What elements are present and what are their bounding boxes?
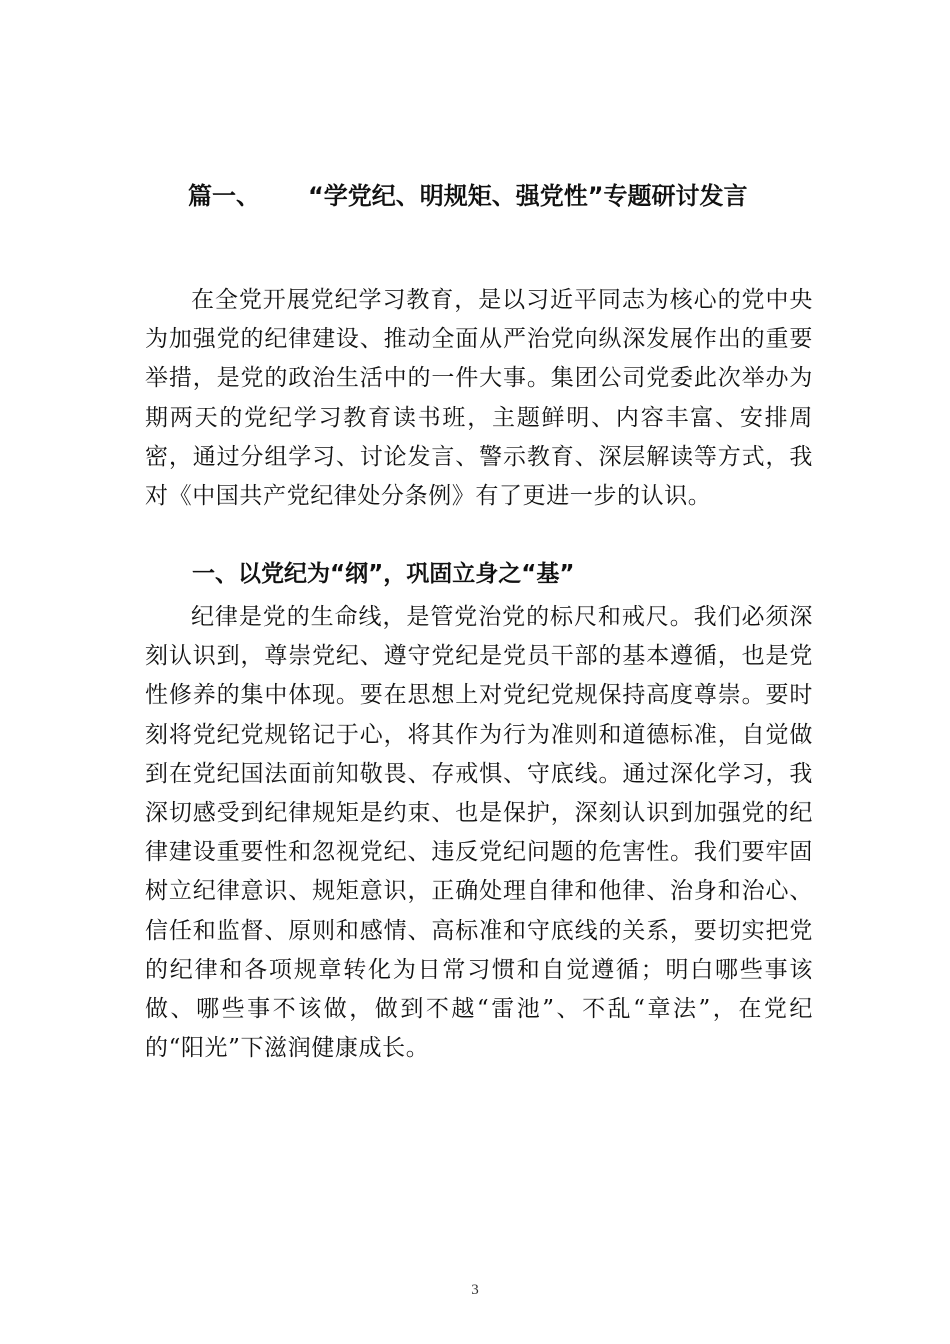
page-number: 3 [471, 1282, 479, 1298]
intro-paragraph: 在全党开展党纪学习教育，是以习近平同志为核心的党中央为加强党的纪律建设、推动全面从严治党向纵深发展作出的重要举措，是党的政治生活中的一件大事。集团公司党委此次举办为期两天的党纪学习教育读书班，主题鲜明、内容丰富、安排周密，通过分组学习、讨论发言、警示教育、深层解读等方式，我对《中国共产党纪律处分条例》有了更进一步的认识。 [145, 287, 813, 510]
title-main: “学党纪、明规矩、强党性”专题研讨发言 [308, 182, 748, 210]
document-title [188, 178, 808, 214]
title-prefix: 篇一、 [188, 182, 260, 210]
section-heading: 一、以党纪为“纲”，巩固立身之“基” [192, 561, 575, 587]
section-paragraph: 纪律是党的生命线，是管党治党的标尺和戒尺。我们必须深刻认识到，尊崇党纪、遵守党纪是党员干部的基本遵循，也是党性修养的集中体现。要在思想上对党纪党规保持高度尊崇。要时刻将党纪党规铭记于心，将其作为行为准则和道德标准，自觉做到在党纪国法面前知敬畏、存戒惧、守底线。通过深化学习，我深切感受到纪律规矩是约束、也是保护，深刻认识到加强党的纪律建设重要性和忽视党纪、违反党纪问题的危害性。我们要牢固树立纪律意识、规矩意识，正确处理自律和他律、治身和治心、信任和监督、原则和感情、高标准和守底线的关系，要切实把党的纪律和各项规章转化为日常习惯和自觉遵循；明白哪些事该做、哪些事不该做，做到不越“雷池”、不乱“章法”，在党纪的“阳光”下滋润健康成长。 [145, 604, 813, 1062]
